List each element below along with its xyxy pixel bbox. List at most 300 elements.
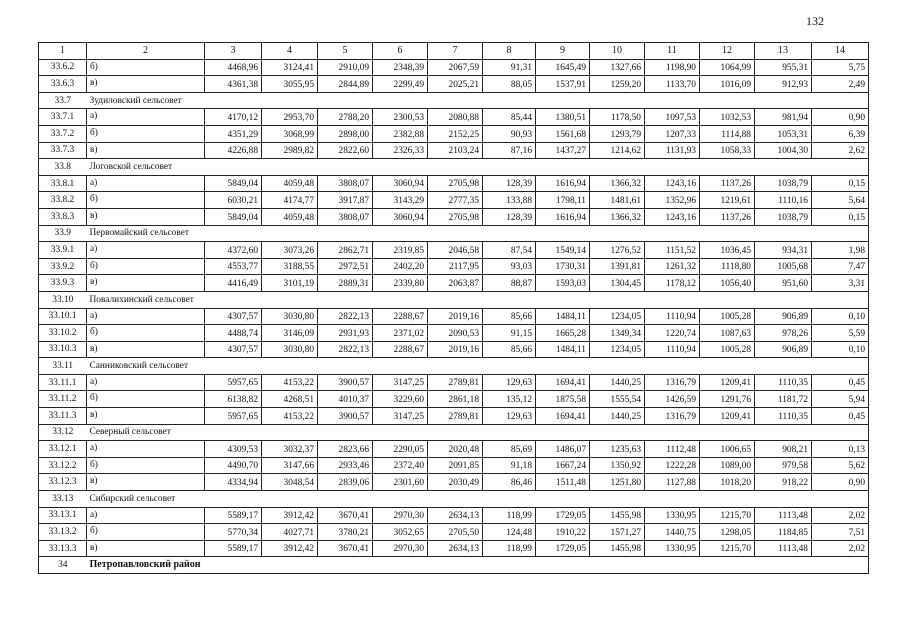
value-cell: 4351,29 <box>205 125 262 142</box>
value-cell: 2953,70 <box>262 109 318 126</box>
value-cell: 87,54 <box>483 242 536 259</box>
value-cell: 3900,57 <box>318 374 373 391</box>
value-cell: 1181,72 <box>755 391 812 408</box>
value-cell: 129,63 <box>483 408 536 425</box>
section-row <box>39 358 869 375</box>
value-cell: 4334,94 <box>205 474 262 491</box>
value-cell: 1259,20 <box>590 76 645 93</box>
table-row <box>39 175 869 192</box>
section-title: Логовской сельсовет <box>87 159 869 176</box>
value-cell: 1053,31 <box>755 125 812 142</box>
value-cell: 2046,58 <box>428 242 483 259</box>
value-cell: 0,15 <box>812 208 869 225</box>
value-cell: 2705,98 <box>428 208 483 225</box>
value-cell: 2777,35 <box>428 192 483 209</box>
table-row <box>39 325 869 342</box>
value-cell: 1440,75 <box>645 524 700 541</box>
value-cell: 93,03 <box>483 258 536 275</box>
value-cell: 4174,77 <box>262 192 318 209</box>
value-cell: 1222,28 <box>645 457 700 474</box>
table-row <box>39 474 869 491</box>
value-cell: 1798,11 <box>536 192 590 209</box>
row-code: 33.10.2 <box>39 325 87 342</box>
row-code: 33.9.1 <box>39 242 87 259</box>
value-cell: 1537,91 <box>536 76 590 93</box>
table-row <box>39 192 869 209</box>
value-cell: 1064,99 <box>700 59 755 76</box>
value-cell: 1327,66 <box>590 59 645 76</box>
value-cell: 3912,42 <box>262 507 318 524</box>
value-cell: 1127,88 <box>645 474 700 491</box>
value-cell: 0,45 <box>812 374 869 391</box>
value-cell: 979,58 <box>755 457 812 474</box>
row-code: 33.9.3 <box>39 275 87 292</box>
value-cell: 5849,04 <box>205 208 262 225</box>
value-cell: 1729,05 <box>536 507 590 524</box>
value-cell: 91,18 <box>483 457 536 474</box>
value-cell: 1484,11 <box>536 308 590 325</box>
value-cell: 1113,48 <box>755 507 812 524</box>
value-cell: 2372,40 <box>373 457 428 474</box>
value-cell: 2300,53 <box>373 109 428 126</box>
value-cell: 118,99 <box>483 507 536 524</box>
value-cell: 1330,95 <box>645 507 700 524</box>
value-cell: 2326,33 <box>373 142 428 159</box>
value-cell: 4170,12 <box>205 109 262 126</box>
value-cell: 4059,48 <box>262 175 318 192</box>
value-cell: 1036,45 <box>700 242 755 259</box>
value-cell: 7,47 <box>812 258 869 275</box>
section-title: Повалихинский сельсовет <box>87 291 869 308</box>
value-cell: 5,94 <box>812 391 869 408</box>
value-cell: 2090,53 <box>428 325 483 342</box>
value-cell: 1016,09 <box>700 76 755 93</box>
value-cell: 1207,33 <box>645 125 700 142</box>
table-row <box>39 457 869 474</box>
value-cell: 6138,82 <box>205 391 262 408</box>
value-cell: 4490,70 <box>205 457 262 474</box>
column-number-header: 2 <box>87 43 205 60</box>
value-cell: 3030,80 <box>262 341 318 358</box>
value-cell: 2117,95 <box>428 258 483 275</box>
value-cell: 1481,61 <box>590 192 645 209</box>
value-cell: 1214,62 <box>590 142 645 159</box>
value-cell: 2861,18 <box>428 391 483 408</box>
row-variant-label: в) <box>87 275 205 292</box>
row-variant-label: а) <box>87 507 205 524</box>
value-cell: 1440,25 <box>590 374 645 391</box>
value-cell: 1038,79 <box>755 208 812 225</box>
value-cell: 5,62 <box>812 457 869 474</box>
value-cell: 1118,80 <box>700 258 755 275</box>
district-row <box>39 557 869 574</box>
value-cell: 2339,80 <box>373 275 428 292</box>
row-variant-label: в) <box>87 540 205 557</box>
column-number-header: 8 <box>483 43 536 60</box>
value-cell: 1235,63 <box>590 441 645 458</box>
value-cell: 1038,79 <box>755 175 812 192</box>
value-cell: 981,94 <box>755 109 812 126</box>
value-cell: 4226,88 <box>205 142 262 159</box>
table-row <box>39 258 869 275</box>
value-cell: 86,46 <box>483 474 536 491</box>
value-cell: 3030,80 <box>262 308 318 325</box>
value-cell: 2,02 <box>812 507 869 524</box>
row-code: 33.11.3 <box>39 408 87 425</box>
value-cell: 5,59 <box>812 325 869 342</box>
row-variant-label: в) <box>87 142 205 159</box>
value-cell: 6,39 <box>812 125 869 142</box>
row-code: 33.7.3 <box>39 142 87 159</box>
value-cell: 1005,28 <box>700 308 755 325</box>
row-variant-label: а) <box>87 374 205 391</box>
value-cell: 91,31 <box>483 59 536 76</box>
value-cell: 906,89 <box>755 308 812 325</box>
row-variant-label: в) <box>87 76 205 93</box>
value-cell: 5589,17 <box>205 507 262 524</box>
value-cell: 3143,29 <box>373 192 428 209</box>
value-cell: 1018,20 <box>700 474 755 491</box>
value-cell: 4307,57 <box>205 341 262 358</box>
row-variant-label: а) <box>87 242 205 259</box>
section-title: Зудиловский сельсовет <box>87 92 869 109</box>
value-cell: 4307,57 <box>205 308 262 325</box>
value-cell: 1112,48 <box>645 441 700 458</box>
value-cell: 3124,41 <box>262 59 318 76</box>
row-variant-label: б) <box>87 391 205 408</box>
page-number: 132 <box>806 14 824 28</box>
section-row <box>39 491 869 508</box>
table-row <box>39 507 869 524</box>
value-cell: 2788,20 <box>318 109 373 126</box>
value-cell: 1426,59 <box>645 391 700 408</box>
value-cell: 934,31 <box>755 242 812 259</box>
value-cell: 4027,71 <box>262 524 318 541</box>
value-cell: 2103,24 <box>428 142 483 159</box>
value-cell: 3808,07 <box>318 208 373 225</box>
value-cell: 4416,49 <box>205 275 262 292</box>
value-cell: 1137,26 <box>700 175 755 192</box>
value-cell: 1486,07 <box>536 441 590 458</box>
value-cell: 1005,68 <box>755 258 812 275</box>
row-code: 33.11.2 <box>39 391 87 408</box>
value-cell: 912,93 <box>755 76 812 93</box>
value-cell: 128,39 <box>483 208 536 225</box>
row-code: 33.10.3 <box>39 341 87 358</box>
value-cell: 2705,50 <box>428 524 483 541</box>
value-cell: 1178,12 <box>645 275 700 292</box>
row-variant-label: б) <box>87 258 205 275</box>
table-row <box>39 76 869 93</box>
row-code: 33.12.2 <box>39 457 87 474</box>
row-variant-label: б) <box>87 125 205 142</box>
value-cell: 0,90 <box>812 109 869 126</box>
table-row <box>39 125 869 142</box>
value-cell: 85,66 <box>483 341 536 358</box>
value-cell: 4153,22 <box>262 374 318 391</box>
value-cell: 951,60 <box>755 275 812 292</box>
value-cell: 1330,95 <box>645 540 700 557</box>
row-code: 33.7.2 <box>39 125 87 142</box>
value-cell: 1437,27 <box>536 142 590 159</box>
column-number-header: 12 <box>700 43 755 60</box>
value-cell: 3670,41 <box>318 540 373 557</box>
value-cell: 2839,06 <box>318 474 373 491</box>
row-code: 33.8.1 <box>39 175 87 192</box>
value-cell: 1261,32 <box>645 258 700 275</box>
column-number-header: 1 <box>39 43 87 60</box>
value-cell: 1304,45 <box>590 275 645 292</box>
value-cell: 1198,90 <box>645 59 700 76</box>
district-title: Петропавловский район <box>87 557 869 574</box>
value-cell: 2067,59 <box>428 59 483 76</box>
value-cell: 3068,99 <box>262 125 318 142</box>
value-cell: 4488,74 <box>205 325 262 342</box>
value-cell: 1440,25 <box>590 408 645 425</box>
value-cell: 1366,32 <box>590 175 645 192</box>
value-cell: 1645,49 <box>536 59 590 76</box>
value-cell: 1220,74 <box>645 325 700 342</box>
value-cell: 1215,70 <box>700 507 755 524</box>
table-row <box>39 142 869 159</box>
value-cell: 1114,88 <box>700 125 755 142</box>
value-cell: 2705,98 <box>428 175 483 192</box>
value-cell: 1178,50 <box>590 109 645 126</box>
table-row <box>39 308 869 325</box>
value-cell: 1455,98 <box>590 507 645 524</box>
value-cell: 2822,13 <box>318 308 373 325</box>
value-cell: 135,12 <box>483 391 536 408</box>
value-cell: 4059,48 <box>262 208 318 225</box>
value-cell: 3808,07 <box>318 175 373 192</box>
value-cell: 1110,94 <box>645 308 700 325</box>
table-row <box>39 391 869 408</box>
table-row <box>39 59 869 76</box>
value-cell: 5,75 <box>812 59 869 76</box>
value-cell: 1729,05 <box>536 540 590 557</box>
value-cell: 1875,58 <box>536 391 590 408</box>
row-variant-label: а) <box>87 175 205 192</box>
value-cell: 7,51 <box>812 524 869 541</box>
column-number-header: 3 <box>205 43 262 60</box>
value-cell: 1004,30 <box>755 142 812 159</box>
value-cell: 3101,19 <box>262 275 318 292</box>
value-cell: 1380,51 <box>536 109 590 126</box>
value-cell: 3032,37 <box>262 441 318 458</box>
value-cell: 5849,04 <box>205 175 262 192</box>
value-cell: 3147,25 <box>373 408 428 425</box>
value-cell: 4010,37 <box>318 391 373 408</box>
value-cell: 1665,28 <box>536 325 590 342</box>
value-cell: 3670,41 <box>318 507 373 524</box>
value-cell: 1455,98 <box>590 540 645 557</box>
row-variant-label: в) <box>87 474 205 491</box>
value-cell: 2972,51 <box>318 258 373 275</box>
value-cell: 90,93 <box>483 125 536 142</box>
value-cell: 1555,54 <box>590 391 645 408</box>
value-cell: 2789,81 <box>428 374 483 391</box>
row-code: 33.9.2 <box>39 258 87 275</box>
value-cell: 91,15 <box>483 325 536 342</box>
row-code: 33.6.3 <box>39 76 87 93</box>
table-body <box>39 43 869 574</box>
value-cell: 1151,52 <box>645 242 700 259</box>
value-cell: 1056,40 <box>700 275 755 292</box>
section-title: Санниковский сельсовет <box>87 358 869 375</box>
row-variant-label: б) <box>87 192 205 209</box>
header-row <box>39 43 869 60</box>
value-cell: 1032,53 <box>700 109 755 126</box>
value-cell: 1209,41 <box>700 408 755 425</box>
column-number-header: 10 <box>590 43 645 60</box>
value-cell: 3229,60 <box>373 391 428 408</box>
value-cell: 1137,26 <box>700 208 755 225</box>
value-cell: 3917,87 <box>318 192 373 209</box>
row-variant-label: в) <box>87 408 205 425</box>
row-code: 33.7.1 <box>39 109 87 126</box>
value-cell: 2634,13 <box>428 507 483 524</box>
section-row <box>39 92 869 109</box>
value-cell: 5,64 <box>812 192 869 209</box>
value-cell: 5957,65 <box>205 374 262 391</box>
value-cell: 1293,79 <box>590 125 645 142</box>
value-cell: 906,89 <box>755 341 812 358</box>
value-cell: 0,10 <box>812 308 869 325</box>
value-cell: 2862,71 <box>318 242 373 259</box>
value-cell: 2091,85 <box>428 457 483 474</box>
section-row <box>39 291 869 308</box>
value-cell: 2063,87 <box>428 275 483 292</box>
row-code: 33.11.1 <box>39 374 87 391</box>
value-cell: 4361,38 <box>205 76 262 93</box>
value-cell: 1089,00 <box>700 457 755 474</box>
table-row <box>39 524 869 541</box>
section-code: 33.11 <box>39 358 87 375</box>
value-cell: 908,21 <box>755 441 812 458</box>
value-cell: 118,99 <box>483 540 536 557</box>
value-cell: 3900,57 <box>318 408 373 425</box>
value-cell: 2822,13 <box>318 341 373 358</box>
section-title: Сибирский сельсовет <box>87 491 869 508</box>
value-cell: 2933,46 <box>318 457 373 474</box>
value-cell: 2989,82 <box>262 142 318 159</box>
section-code: 33.9 <box>39 225 87 242</box>
value-cell: 2970,30 <box>373 540 428 557</box>
column-number-header: 6 <box>373 43 428 60</box>
value-cell: 1087,63 <box>700 325 755 342</box>
value-cell: 133,88 <box>483 192 536 209</box>
column-number-header: 4 <box>262 43 318 60</box>
value-cell: 1616,94 <box>536 175 590 192</box>
value-cell: 5957,65 <box>205 408 262 425</box>
row-code: 33.8.2 <box>39 192 87 209</box>
row-variant-label: а) <box>87 109 205 126</box>
value-cell: 3052,65 <box>373 524 428 541</box>
section-code: 33.8 <box>39 159 87 176</box>
row-code: 33.13.2 <box>39 524 87 541</box>
value-cell: 1730,31 <box>536 258 590 275</box>
value-cell: 2634,13 <box>428 540 483 557</box>
value-cell: 0,90 <box>812 474 869 491</box>
value-cell: 85,44 <box>483 109 536 126</box>
value-cell: 124,48 <box>483 524 536 541</box>
section-code: 33.10 <box>39 291 87 308</box>
value-cell: 3073,26 <box>262 242 318 259</box>
value-cell: 1316,79 <box>645 374 700 391</box>
value-cell: 6030,21 <box>205 192 262 209</box>
section-code: 34 <box>39 557 87 574</box>
value-cell: 0,15 <box>812 175 869 192</box>
section-code: 33.12 <box>39 424 87 441</box>
value-cell: 1006,65 <box>700 441 755 458</box>
value-cell: 1110,35 <box>755 374 812 391</box>
value-cell: 1276,52 <box>590 242 645 259</box>
table-row <box>39 374 869 391</box>
value-cell: 3,31 <box>812 275 869 292</box>
row-variant-label: б) <box>87 325 205 342</box>
value-cell: 0,10 <box>812 341 869 358</box>
value-cell: 1484,11 <box>536 341 590 358</box>
value-cell: 3146,09 <box>262 325 318 342</box>
value-cell: 1350,92 <box>590 457 645 474</box>
section-code: 33.7 <box>39 92 87 109</box>
value-cell: 2,02 <box>812 540 869 557</box>
value-cell: 1131,93 <box>645 142 700 159</box>
value-cell: 1209,41 <box>700 374 755 391</box>
row-variant-label: а) <box>87 441 205 458</box>
section-row <box>39 159 869 176</box>
value-cell: 2299,49 <box>373 76 428 93</box>
value-cell: 4553,77 <box>205 258 262 275</box>
value-cell: 1549,14 <box>536 242 590 259</box>
table-row <box>39 441 869 458</box>
value-cell: 3147,25 <box>373 374 428 391</box>
row-variant-label: б) <box>87 59 205 76</box>
value-cell: 2822,60 <box>318 142 373 159</box>
value-cell: 2382,88 <box>373 125 428 142</box>
table-row <box>39 109 869 126</box>
value-cell: 1005,28 <box>700 341 755 358</box>
value-cell: 1511,48 <box>536 474 590 491</box>
value-cell: 2371,02 <box>373 325 428 342</box>
value-cell: 2288,67 <box>373 341 428 358</box>
value-cell: 2931,93 <box>318 325 373 342</box>
value-cell: 3060,94 <box>373 175 428 192</box>
value-cell: 1694,41 <box>536 408 590 425</box>
row-code: 33.8.3 <box>39 208 87 225</box>
value-cell: 85,66 <box>483 308 536 325</box>
row-code: 33.6.2 <box>39 59 87 76</box>
column-number-header: 13 <box>755 43 812 60</box>
table-row <box>39 341 869 358</box>
value-cell: 88,87 <box>483 275 536 292</box>
value-cell: 2844,89 <box>318 76 373 93</box>
value-cell: 2288,67 <box>373 308 428 325</box>
section-row <box>39 424 869 441</box>
value-cell: 2030,49 <box>428 474 483 491</box>
value-cell: 1251,80 <box>590 474 645 491</box>
row-code: 33.13.3 <box>39 540 87 557</box>
table-row <box>39 408 869 425</box>
column-number-header: 5 <box>318 43 373 60</box>
value-cell: 1184,85 <box>755 524 812 541</box>
row-variant-label: б) <box>87 524 205 541</box>
value-cell: 1219,61 <box>700 192 755 209</box>
table-row <box>39 242 869 259</box>
value-cell: 2019,16 <box>428 308 483 325</box>
value-cell: 5589,17 <box>205 540 262 557</box>
value-cell: 4309,53 <box>205 441 262 458</box>
